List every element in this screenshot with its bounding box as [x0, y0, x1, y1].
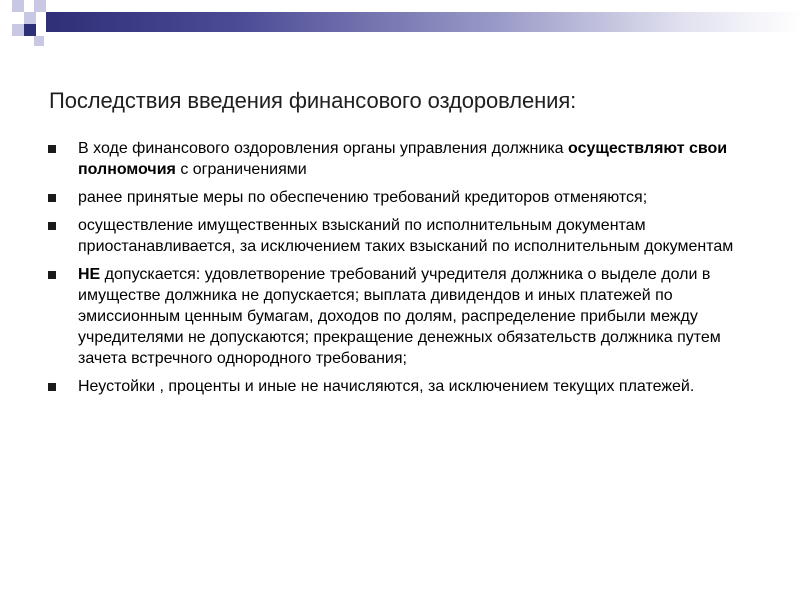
square-bullet-icon	[48, 145, 56, 153]
square-bullet-icon	[48, 222, 56, 230]
bullet-item	[48, 215, 758, 257]
deco-square	[12, 0, 24, 12]
bullet-text: ранее принятые меры по обеспечению требований кредиторов отменяются;	[78, 189, 648, 206]
bullet-list	[48, 138, 758, 404]
bullet-item	[48, 264, 758, 369]
bullet-text: Неустойки , проценты и иные не начисляются, за исключением текущих платежей.	[78, 378, 695, 395]
deco-square	[24, 12, 36, 24]
bullet-item	[48, 376, 758, 397]
deco-square	[24, 24, 36, 36]
bullet-text: с ограничениями	[175, 161, 307, 178]
deco-square	[34, 36, 44, 46]
header-gradient-band	[46, 12, 800, 32]
bullet-item	[48, 187, 758, 208]
square-bullet-icon	[48, 383, 56, 391]
bullet-text-bold: НЕ	[78, 266, 101, 283]
bullet-text: допускается: удовлетворение требований учредителя должника о выделе доли в имуществе должника не допускается; выплата дивидендов и иных платежей по эмиссионным ценным бумагам, доходов по долям, распределение прибыли между учредителями не допускаются; прекращение денежных обязательств должника путем зачета встречного однородного требования;	[78, 266, 721, 367]
bullet-text: осуществление имущественных взысканий по исполнительным документам приостанавливается, за исключением таких взысканий по исполнительным документам	[78, 217, 734, 255]
bullet-text: В ходе финансового оздоровления органы управления должника	[78, 140, 569, 157]
deco-square	[34, 0, 46, 12]
deco-square	[12, 24, 24, 36]
slide-title: Последствия введения финансового оздоровления:	[49, 88, 577, 113]
header-decoration	[0, 0, 800, 50]
bullet-text-bold: осуществляют свои полномочия	[78, 140, 728, 178]
square-bullet-icon	[48, 194, 56, 202]
square-bullet-icon	[48, 271, 56, 279]
bullet-item	[48, 138, 758, 180]
